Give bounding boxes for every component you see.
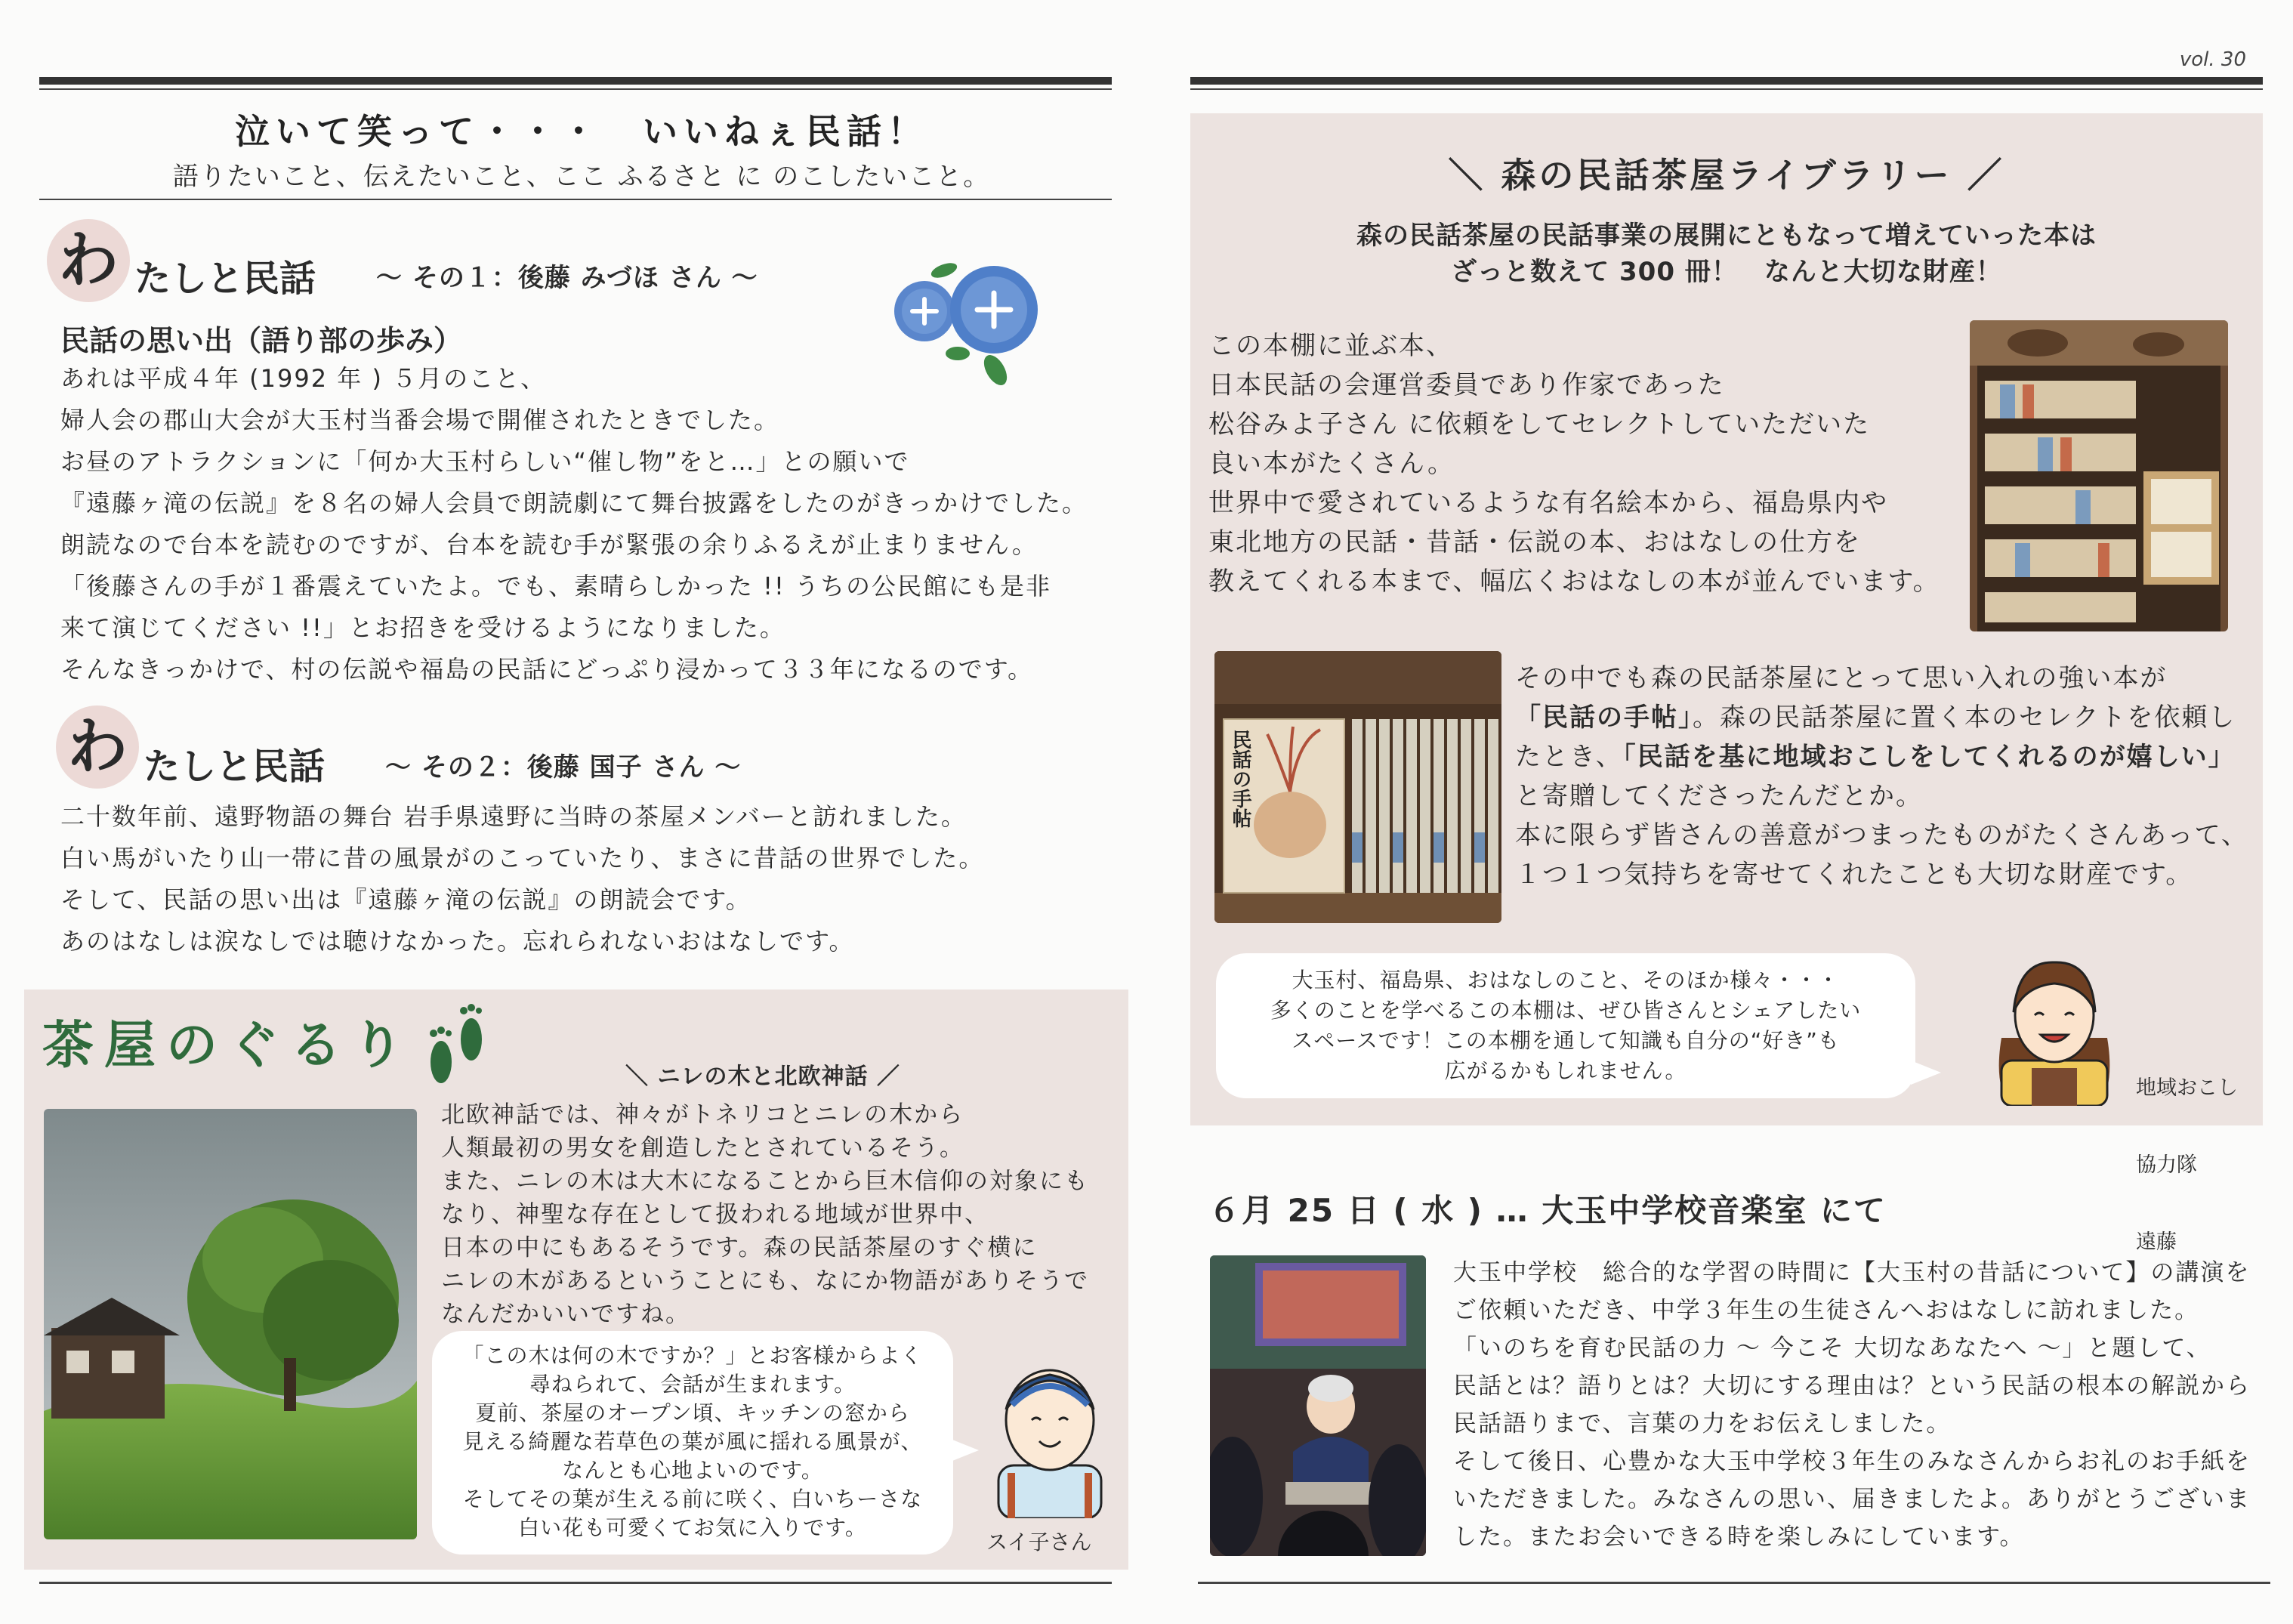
bubble-line: そしてその葉が生える前に咲く、白いちーさな [462,1487,923,1511]
school-line: 大玉中学校 総合的な学習の時間に【大玉村の昔話について】の講演を [1453,1259,2251,1286]
school-line: 民話語りまで、言葉の力をお伝えしました。 [1453,1410,1952,1437]
left-top-rule [39,77,1112,85]
right-top-rule [1190,77,2263,85]
section1-subheading: 民話の思い出（語り部の歩み） [60,324,463,357]
library-para1-line: 日本民話の会運営委員であり作家であった [1208,370,1725,400]
chaya-line: なんだかいいですね。 [441,1301,690,1328]
library-bubble-tail [1911,1057,1941,1088]
role-line: 遠藤 [2136,1230,2177,1254]
section2-line: 二十数年前、遠野物語の舞台 岩手県遠野に当時の茶屋メンバーと訪れました。 [60,802,967,831]
school-line: した。またお会いできる時を楽しみにしています。 [1453,1524,2025,1551]
library-para2-line: その中でも森の民話茶屋にとって思い入れの強い本が [1515,663,2168,693]
endo-role [2136,1024,2238,1281]
section1-line: 「後藤さんの手が１番震えていたよ。でも、素晴らしかった !! うちの公民館にも是非 [60,572,1052,601]
chaya-line: なり、神聖な存在として扱われる地域が世界中、 [441,1201,989,1228]
quote-highlight: 「民話を基に地域おこしをしてくれるのが嬉しい」 [1622,742,2236,772]
library-para2-line: 。森の民話茶屋に置く本のセレクトを依頼し [1693,702,2236,733]
section1-initial: わ [58,225,119,295]
chaya-line: 人類最初の男女を創造したとされているそう。 [441,1135,964,1162]
page-subtitle: 語りたいこと、伝えたいこと、ここ ふるさと に のこしたいこと。 [172,162,991,192]
volume-number: vol. 30 [2179,48,2246,71]
library-para1-line: 東北地方の民話・昔話・伝説の本、おはなしの仕方を [1208,527,1861,557]
speech-bubble [432,1331,953,1555]
book-name-highlight: 「民話の手帖」 [1515,702,1693,733]
chaya-title: 茶屋のぐるり [42,1016,415,1076]
library-title: ＼ 森の民話茶屋ライブラリー ／ [1448,155,2005,196]
bubble-line: 夏前、茶屋のオープン頃、キッチンの窓から [475,1400,910,1425]
section1-line: 婦人会の郡山大会が大玉村当番会場で開催されたときでした。 [60,406,780,434]
library-para2-line: １つ１つ気持ちを寄せてくれたことも大切な財産です。 [1515,860,2193,890]
library-lead-line: 森の民話茶屋の民話事業の展開にともなって増えていった本は [1356,221,2097,251]
library-bubble-line: 広がるかもしれません。 [1444,1058,1687,1083]
bookshelf-photo [1970,320,2228,631]
bubble-line: 白い花も可愛くてお気に入りです。 [518,1515,867,1540]
section1-line: 朗読なので台本を読むのですが、台本を読む手が緊張の余りふるえが止まりません。 [60,530,1038,559]
library-bubble-line: スペースです！この本棚を通して知識も自分の“好き”も [1292,1028,1840,1053]
suiko-name: スイ子さん [986,1530,1092,1555]
library-para1 [1208,326,1940,601]
school-date-heading: ６月 25 日 ( 水 ) … 大玉中学校音楽室 にて [1208,1192,1887,1229]
library-para1-line: 良い本がたくさん。 [1208,449,1455,479]
school-lecture-photo [1210,1255,1426,1556]
role-line: 地域おこし [2136,1076,2238,1100]
section2-body [60,796,984,962]
section1-initial-circle [47,219,130,302]
school-line: 民話とは？語りとは？大切にする理由は？という民話の根本の解説から [1453,1372,2251,1400]
suiko-avatar [982,1345,1118,1518]
section1-line: 『遠藤ヶ滝の伝説』を８名の婦人会員で朗読劇にて舞台披露をしたのがきっかけでした。 [60,489,1088,517]
section2-heading: たしと民話 [144,746,326,788]
chaya-line: 日本の中にもあるそうです。森の民話茶屋のすぐ横に [441,1234,1038,1261]
footprints-icon [420,1002,495,1092]
library-para2 [1515,659,2248,894]
section1-line: お昼のアトラクションに「何か大玉村らしい“催し物”をと…」との願いで [60,447,910,476]
section2-line: そして、民話の思い出は『遠藤ヶ滝の伝説』の朗読会です。 [60,885,751,914]
elm-tree-photo [44,1109,417,1539]
minwa-techo-book-photo [1214,651,1501,923]
library-bubble-line: 多くのことを学べるこの本棚は、ぜひ皆さんとシェアしたい [1270,998,1862,1023]
section1-heading: たしと民話 [134,258,316,300]
section1-line: そんなきっかけで、村の伝説や福島の民話にどっぷり浸かって３３年になるのです。 [60,655,1034,684]
bubble-line: なんとも心地よいのです。 [562,1458,823,1483]
section2-line: あのはなしは涙なしでは聴けなかった。忘れられないおはなしです。 [60,927,855,956]
library-para2-line: たとき、 [1515,742,1623,772]
right-top-rule-thin [1190,88,2263,90]
school-body [1453,1254,2251,1556]
chaya-body [441,1098,1089,1331]
bubble-line: 「この木は何の木ですか？」とお客様からよく [462,1343,923,1368]
chaya-line: また、ニレの木は大木になることから巨木信仰の対象にも [441,1168,1089,1195]
bubble-line: 尋ねられて、会話が生まれます。 [529,1372,856,1397]
role-line: 協力隊 [2136,1153,2197,1177]
library-speech-bubble [1216,953,1915,1098]
library-para1-line: この本棚に並ぶ本、 [1208,331,1453,361]
endo-avatar [1979,947,2130,1106]
left-top-rule-thin [39,88,1112,90]
library-para2-line: 本に限らず皆さんの善意がつまったものがたくさんあって、 [1515,820,2248,851]
library-para2-line: と寄贈してくださったんだとか。 [1515,781,1923,811]
section1-line: あれは平成４年 (1992 年 ) ５月のこと、 [60,364,547,393]
school-line: 「いのちを育む民話の力 〜 今こそ 大切なあなたへ 〜」と題して、 [1453,1335,2211,1362]
section1-speaker: 〜 その１：後藤 みづほ さん 〜 [376,263,758,293]
library-para1-line: 世界中で愛されているような有名絵本から、福島県内や [1208,488,1888,518]
chaya-subtitle: ＼ ニレの木と北欧神話 ／ [625,1064,900,1090]
chaya-line: ニレの木があるということにも、なにか物語がありそうで [441,1267,1089,1295]
book-cover-title: 民話の手帖 [1229,730,1251,828]
right-bottom-rule [1198,1582,2270,1584]
library-lead-line: ざっと数えて 300 冊！ なんと大切な財産！ [1451,257,2002,287]
school-line: いただきました。みなさんの思い、届きましたよ。ありがとうございま [1453,1486,2251,1513]
left-bottom-rule [39,1582,1112,1584]
section2-speaker: 〜 その２：後藤 国子 さん 〜 [385,752,742,783]
library-bubble-line: 大玉村、福島県、おはなしのこと、そのほか様々・・・ [1292,968,1840,993]
page-title: 泣いて笑って・・・ いいねぇ民話！ [235,111,928,152]
bubble-line: 見える綺麗な若草色の葉が風に揺れる風景が、 [462,1429,923,1454]
school-line: ご依頼いただき、中学３年生の生徒さんへおはなしに訪れました。 [1453,1297,2200,1324]
section1-line: 来て演じてください !!」とお招きを受けるようになりました。 [60,613,785,642]
chaya-line: 北欧神話では、神々がトネリコとニレの木から [441,1101,964,1128]
section2-line: 白い馬がいたり山一帯に昔の風景がのこっていたり、まさに昔話の世界でした。 [60,844,985,872]
library-lead [1190,218,2263,290]
header-divider [39,199,1112,200]
section2-initial-circle [56,705,139,789]
section2-initial: わ [67,712,128,782]
bubble-tail [949,1435,979,1465]
section1-body [60,358,1088,690]
school-line: そして後日、心豊かな大玉中学校３年生のみなさんからお礼のお手紙を [1453,1448,2251,1475]
library-para1-line: 松谷みよ子さん に依頼をしてセレクトしていただいた [1208,409,1871,440]
library-para1-line: 教えてくれる本まで、幅広くおはなしの本が並んでいます。 [1208,567,1940,597]
